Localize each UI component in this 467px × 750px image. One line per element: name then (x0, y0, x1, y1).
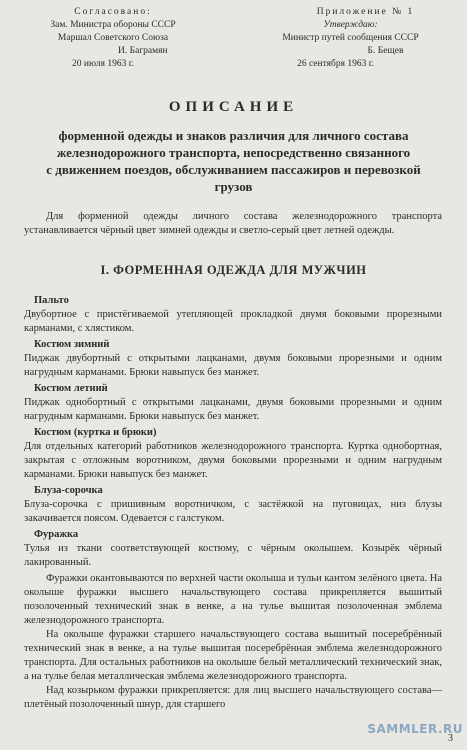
subtitle-line: грузов (214, 179, 253, 194)
garment-item (24, 528, 442, 570)
garment-item (24, 294, 442, 336)
garment-heading: Пальто (34, 295, 69, 306)
garment-item (24, 382, 442, 424)
approval-left-signature-row (18, 45, 208, 58)
approval-right-heading: Утверждаю: (323, 20, 378, 30)
approval-left (18, 6, 208, 71)
intro-paragraph: Для форменной одежды личного состава железнодорожного транспорта устанавливается чёрный цвет зимней одежды и светло-серый цвет летней одежды. (24, 211, 442, 236)
garment-heading: Блуза-сорочка (34, 485, 103, 496)
subtitle-line: с движением поездов, обслуживанием пассажиров и перевозкой (46, 162, 421, 177)
approval-left-line2: Маршал Советского Союза (57, 33, 169, 43)
subtitle-line: железнодорожного транспорта, непосредственно связанного (56, 145, 411, 160)
garment-description: Тулья из ткани соответствующей костюму, с чёрным околышем. Козырёк чёрный лакированный. (24, 543, 442, 568)
garment-description: Пиджак двубортный с открытыми лацканами, двумя боковыми прорезными и одним нагрудным карманами. Брюки навыпуск без манжет. (24, 353, 442, 378)
approval-left-heading: Согласовано: (74, 7, 152, 17)
garment-description: Блуза-сорочка с пришивным воротничком, с застёжкой на пуговицах, низ блузы закачивается поясом. Одевается с галстуком. (24, 499, 442, 524)
intro-block (24, 210, 442, 238)
approval-right-line1: Министр путей сообщения СССР (282, 33, 419, 43)
approval-left-date: 20 июля 1963 г. (72, 59, 134, 69)
appendix-label: Приложение № 1 (316, 7, 415, 17)
section-content (24, 294, 442, 712)
section-heading: I. ФОРМЕННАЯ ОДЕЖДА ДЛЯ МУЖЧИН (100, 263, 367, 277)
subtitle-line: форменной одежды и знаков различия для личного состава (58, 128, 409, 143)
garment-heading: Фуражка (34, 529, 79, 540)
approval-right (248, 6, 453, 71)
page-number: 3 (448, 733, 453, 744)
watermark: SAMMLER.RU (367, 722, 463, 736)
approval-left-line1: Зам. Министра обороны СССР (50, 20, 176, 30)
body-paragraph: На околыше фуражки старшего начальствующего состава вышитый посеребрённый технический знак в венке, а на тулье вышитая посеребрённая эмблема железнодорожного транспорта. Для остальных работников на околыше белый металлический технический знак, а на тулье белая металлическая эмблема железнодорожного транспорта. (24, 629, 442, 682)
garment-description: Двубортное с пристёгиваемой утепляющей прокладкой двумя боковыми прорезными карманами, с хлястиком. (24, 309, 442, 334)
approval-left-signature: И. Баграмян (118, 46, 168, 56)
garment-heading: Костюм летний (34, 383, 108, 394)
body-paragraph: Над козырьком фуражки прикрепляется: для лиц высшего начальствующего состава—плетёный позолоченный шнур, для старшего (24, 685, 442, 710)
approval-right-signature: Б. Бещев (367, 46, 404, 56)
garment-item (24, 338, 442, 380)
garment-heading: Костюм (куртка и брюки) (34, 427, 157, 438)
garment-description: Пиджак однобортный с открытыми лацканами, двумя боковыми прорезными и одним нагрудным карманами. Брюки навыпуск без манжет. (24, 397, 442, 422)
document-title: ОПИСАНИЕ (168, 99, 299, 115)
body-paragraph: Фуражки окантовываются по верхней части околыша и тульи кантом зелёного цвета. На околыше фуражки высшего начальствующего состава прикрепляется вышитый позолоченный технический знак в венке, а на тулье вышитая позолоченная эмблема железнодорожного транспорта. (24, 573, 442, 626)
garment-item (24, 484, 442, 526)
garment-heading: Костюм зимний (34, 339, 110, 350)
garment-item (24, 426, 442, 482)
approval-right-date: 26 сентября 1963 г. (297, 59, 374, 69)
document-subtitle (0, 127, 467, 195)
garment-description: Для отдельных категорий работников железнодорожного транспорта. Куртка однобортная, закрытая с отложным воротником, двумя боковыми прорезными и одним нагрудным карманами. Брюки навыпуск без манжет. (24, 441, 442, 480)
